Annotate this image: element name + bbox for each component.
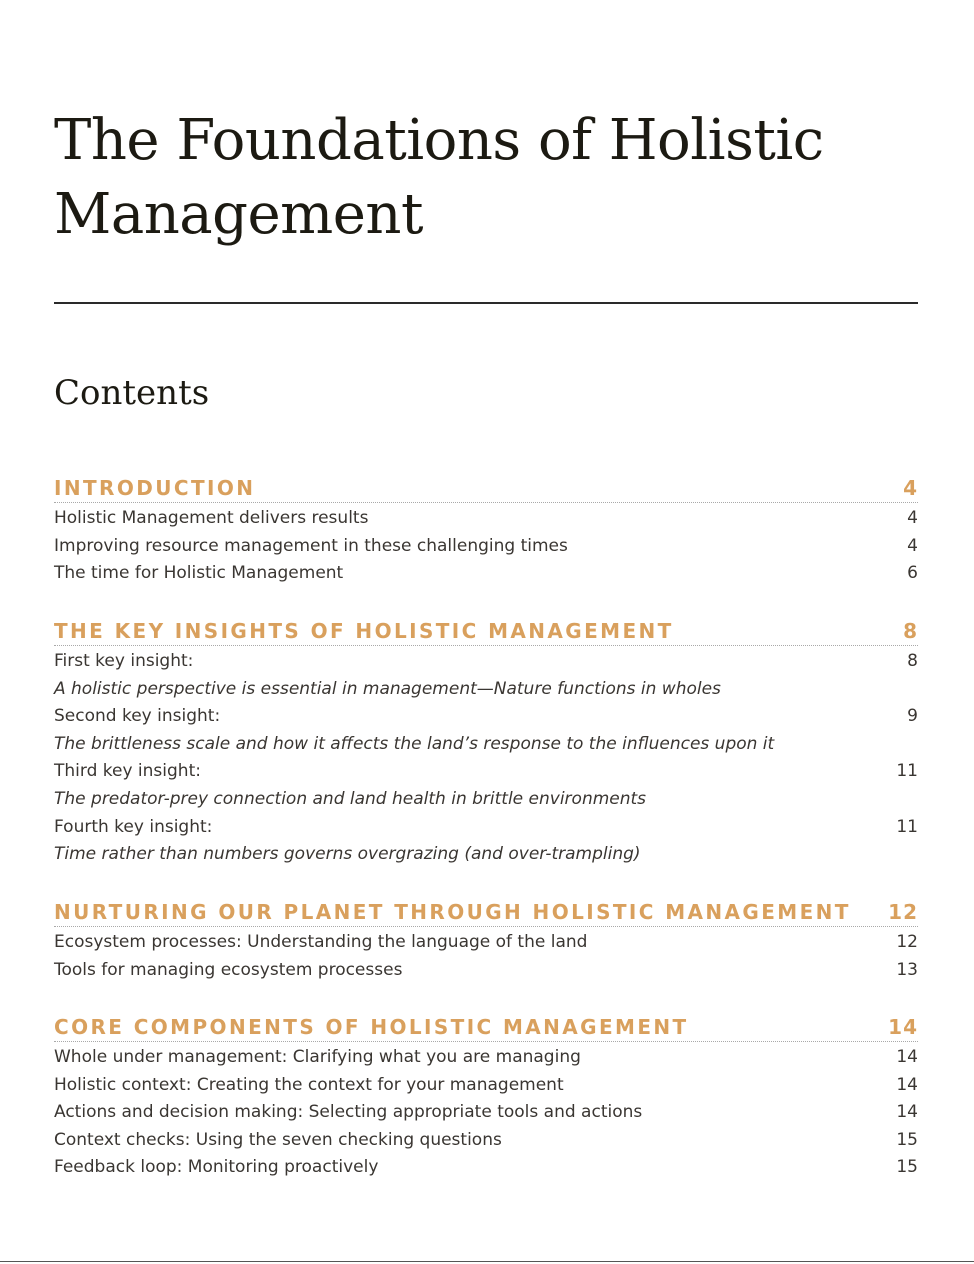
toc-section-title: INTRODUCTION <box>54 476 256 500</box>
toc-entry-text: Ecosystem processes: Understanding the language of the land <box>54 932 588 952</box>
toc-entry-page: 6 <box>907 563 918 584</box>
toc-entry-text: Context checks: Using the seven checking questions <box>54 1129 502 1150</box>
toc-entry-subtitle[interactable] <box>54 841 918 869</box>
toc-section-page: 12 <box>888 900 918 924</box>
toc-entry-text: Third key insight: <box>54 761 201 782</box>
toc-entry-page: 15 <box>896 1129 918 1150</box>
toc-entry-page: 8 <box>907 651 918 671</box>
toc-entry-text: Time rather than numbers governs overgrazing (and over-trampling) <box>54 844 641 865</box>
toc-entry[interactable] <box>54 758 918 786</box>
toc-entry-text: A holistic perspective is essential in management—Nature functions in wholes <box>54 678 721 699</box>
toc-entry-text: Actions and decision making: Selecting appropriate tools and actions <box>54 1102 643 1123</box>
toc-entry-page: 13 <box>896 959 918 980</box>
toc-entry-text: Improving resource management in these challenging times <box>54 535 568 556</box>
toc-entry-page: 9 <box>907 706 918 727</box>
toc-section-title: THE KEY INSIGHTS OF HOLISTIC MANAGEMENT <box>54 619 674 643</box>
toc-entry[interactable] <box>54 505 918 533</box>
toc-section-introduction <box>54 472 918 588</box>
toc-section-nurturing <box>54 896 918 984</box>
toc-entry[interactable] <box>54 814 918 842</box>
toc-entry-page: 11 <box>896 816 918 837</box>
toc-entry-text: Tools for managing ecosystem processes <box>54 959 403 980</box>
toc-entry-text: First key insight: <box>54 651 194 671</box>
toc-entry-text: The predator-prey connection and land health in brittle environments <box>54 788 647 809</box>
toc-entry[interactable] <box>54 1044 918 1072</box>
toc-entry[interactable] <box>54 1127 918 1155</box>
toc-section-header[interactable] <box>54 896 918 927</box>
toc-entry[interactable] <box>54 929 918 957</box>
toc-entry-text: Fourth key insight: <box>54 816 213 837</box>
toc-section-header[interactable] <box>54 615 918 646</box>
toc-entry-page: 4 <box>907 508 918 528</box>
toc-entry-page: 14 <box>896 1074 918 1095</box>
toc-section-core-components <box>54 1011 918 1182</box>
toc-entry-subtitle[interactable] <box>54 676 918 704</box>
toc-section-title: NURTURING OUR PLANET THROUGH HOLISTIC MANAGEMENT <box>54 900 851 924</box>
toc-entry[interactable] <box>54 1154 918 1182</box>
toc-entry-page: 15 <box>896 1157 918 1178</box>
toc-entry-text: Feedback loop: Monitoring proactively <box>54 1157 379 1178</box>
toc-entry-text: Holistic context: Creating the context for your management <box>54 1074 564 1095</box>
toc-entry-text: Holistic Management delivers results <box>54 508 369 528</box>
toc-entry-page: 14 <box>896 1102 918 1123</box>
toc-entry-page: 11 <box>896 761 918 782</box>
toc-entry-subtitle[interactable] <box>54 786 918 814</box>
toc-entry[interactable] <box>54 648 918 676</box>
page-bottom-divider <box>0 1261 974 1262</box>
toc-entry[interactable] <box>54 1099 918 1127</box>
toc-entry-text: The time for Holistic Management <box>54 563 344 584</box>
document-title: The Foundations of Holistic Management <box>54 108 824 247</box>
toc-section-page: 14 <box>888 1015 918 1039</box>
toc-section-page: 8 <box>903 619 918 643</box>
toc-section-header[interactable] <box>54 1011 918 1042</box>
toc-entry-text: The brittleness scale and how it affects the land’s response to the influences upon it <box>54 733 775 754</box>
toc-entry[interactable] <box>54 560 918 588</box>
toc-section-title: CORE COMPONENTS OF HOLISTIC MANAGEMENT <box>54 1015 689 1039</box>
toc-entry[interactable] <box>54 703 918 731</box>
toc-entry[interactable] <box>54 957 918 985</box>
toc-entry-subtitle[interactable] <box>54 731 918 759</box>
toc-entry-text: Whole under management: Clarifying what you are managing <box>54 1047 581 1067</box>
toc-section-key-insights <box>54 615 918 869</box>
toc-entry-page: 4 <box>907 535 918 556</box>
toc-entry-page: 14 <box>896 1047 918 1067</box>
toc-section-header[interactable] <box>54 472 918 503</box>
toc-entry[interactable] <box>54 533 918 561</box>
toc-section-page: 4 <box>903 476 918 500</box>
toc-entry[interactable] <box>54 1072 918 1100</box>
title-divider <box>54 302 918 304</box>
contents-heading: Contents <box>54 373 210 413</box>
toc-entry-text: Second key insight: <box>54 706 221 727</box>
toc-entry-page: 12 <box>896 932 918 952</box>
